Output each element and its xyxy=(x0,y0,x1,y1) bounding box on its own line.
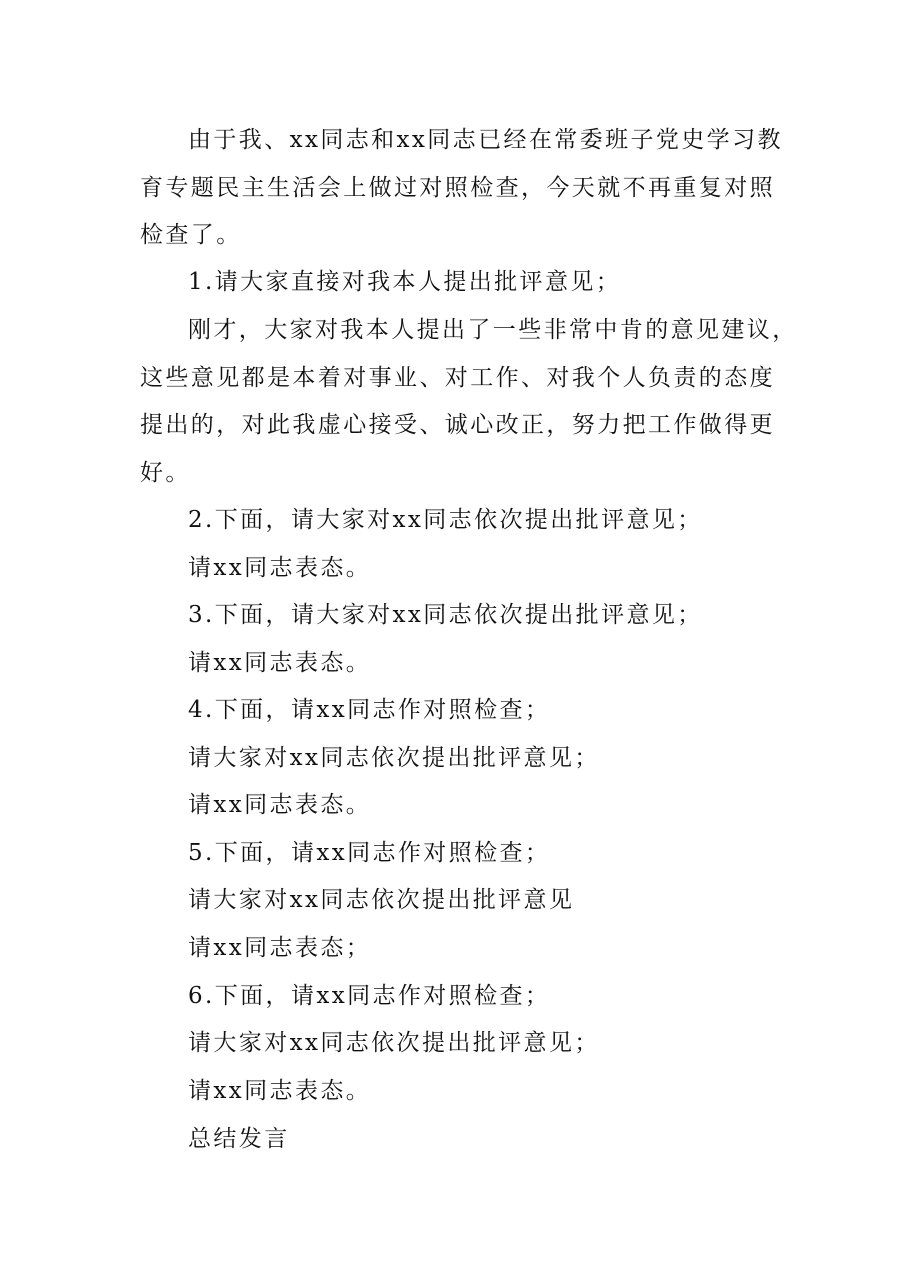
text-line: 请xx同志表态。 xyxy=(188,650,372,676)
paragraph-item-5 xyxy=(140,830,780,878)
text-line: 4.下面，请xx同志作对照检查； xyxy=(188,697,551,723)
text-line: 请xx同志表态。 xyxy=(188,1078,372,1104)
text-line: 6.下面，请xx同志作对照检查； xyxy=(188,983,551,1009)
paragraph-statement xyxy=(140,640,780,688)
text-line: 由于我、xx同志和xx同志已经在常委班子党史学习教 xyxy=(188,127,783,153)
text-line: 1.请大家直接对我本人提出批评意见； xyxy=(188,269,622,295)
paragraph-statement xyxy=(140,1068,780,1116)
paragraph-item-2 xyxy=(140,497,780,545)
text-line: 好。 xyxy=(140,459,191,486)
paragraph-item-1 xyxy=(140,259,780,307)
text-line: 请大家对xx同志依次提出批评意见； xyxy=(188,745,600,771)
paragraph-criticism xyxy=(140,1020,780,1068)
paragraph-response xyxy=(140,307,798,497)
paragraph-item-4 xyxy=(140,687,780,735)
text-line: 3.下面，请大家对xx同志依次提出批评意见； xyxy=(188,602,703,628)
paragraph-item-3 xyxy=(140,592,780,640)
text-line: 请xx同志表态。 xyxy=(188,792,372,818)
text-line: 检查了。 xyxy=(140,222,242,248)
paragraph-statement xyxy=(140,782,780,830)
text-line: 5.下面，请xx同志作对照检查； xyxy=(188,840,551,866)
text-line: 刚才，大家对我本人提出了一些非常中肯的意见建议， xyxy=(188,317,798,343)
paragraph-statement xyxy=(140,545,780,593)
paragraph-summary xyxy=(140,1116,780,1164)
paragraph-item-6 xyxy=(140,973,780,1021)
text-line: 请xx同志表态； xyxy=(188,935,372,961)
paragraph-statement xyxy=(140,925,780,973)
paragraph-criticism xyxy=(140,735,780,783)
text-line: 请大家对xx同志依次提出批评意见 xyxy=(188,887,575,913)
text-line: 2.下面，请大家对xx同志依次提出批评意见； xyxy=(188,507,703,533)
text-line: 请大家对xx同志依次提出批评意见； xyxy=(188,1030,600,1056)
text-line: 这些意见都是本着对事业、对工作、对我个人负责的态度 xyxy=(140,364,775,391)
text-line: 总结发言 xyxy=(188,1126,290,1152)
text-line: 育专题民主生活会上做过对照检查，今天就不再重复对照 xyxy=(140,174,775,201)
paragraph-criticism xyxy=(140,877,780,925)
paragraph-intro xyxy=(140,117,783,260)
text-line: 请xx同志表态。 xyxy=(188,555,372,581)
text-line: 提出的，对此我虚心接受、诚心改正，努力把工作做得更 xyxy=(140,412,775,438)
